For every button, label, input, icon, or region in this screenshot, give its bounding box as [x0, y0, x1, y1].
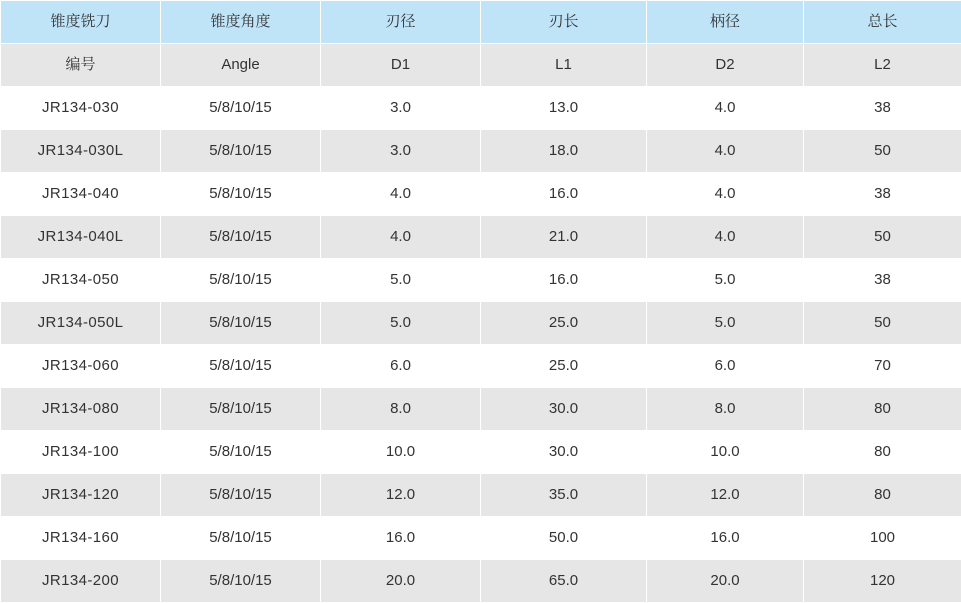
cell-part-number: JR134-120	[1, 474, 161, 517]
cell-l2: 50	[804, 302, 961, 345]
cell-part-number: JR134-050L	[1, 302, 161, 345]
cell-d2: 4.0	[647, 87, 804, 130]
cell-part-number: JR134-040L	[1, 216, 161, 259]
table-row	[1, 130, 961, 173]
cell-part-number: JR134-030L	[1, 130, 161, 173]
cell-d2: 5.0	[647, 302, 804, 345]
cell-l1: 30.0	[481, 431, 647, 474]
cell-angle: 5/8/10/15	[161, 431, 321, 474]
cell-part-number: JR134-050	[1, 259, 161, 302]
cell-angle: 5/8/10/15	[161, 474, 321, 517]
cell-d1: 8.0	[321, 388, 481, 431]
cell-d2: 5.0	[647, 259, 804, 302]
cell-l2: 120	[804, 560, 961, 603]
column-header-4: 柄径	[647, 1, 804, 44]
column-subheader-2: D1	[321, 44, 481, 87]
column-subheader-3: L1	[481, 44, 647, 87]
cell-d1: 4.0	[321, 173, 481, 216]
cell-l1: 30.0	[481, 388, 647, 431]
cell-part-number: JR134-200	[1, 560, 161, 603]
column-subheader-4: D2	[647, 44, 804, 87]
table-row	[1, 87, 961, 130]
cell-l2: 50	[804, 216, 961, 259]
cell-d1: 6.0	[321, 345, 481, 388]
cell-d1: 10.0	[321, 431, 481, 474]
cell-d2: 12.0	[647, 474, 804, 517]
cell-d2: 4.0	[647, 216, 804, 259]
table-row	[1, 517, 961, 560]
cell-d2: 6.0	[647, 345, 804, 388]
cell-d2: 4.0	[647, 173, 804, 216]
cell-l2: 50	[804, 130, 961, 173]
cell-d2: 20.0	[647, 560, 804, 603]
cell-d2: 4.0	[647, 130, 804, 173]
cell-l1: 35.0	[481, 474, 647, 517]
cell-l1: 13.0	[481, 87, 647, 130]
cell-l1: 16.0	[481, 173, 647, 216]
table-row	[1, 345, 961, 388]
cell-d1: 4.0	[321, 216, 481, 259]
cell-d1: 3.0	[321, 87, 481, 130]
cell-part-number: JR134-080	[1, 388, 161, 431]
cell-l1: 21.0	[481, 216, 647, 259]
table-row	[1, 431, 961, 474]
cell-l2: 70	[804, 345, 961, 388]
cell-d1: 20.0	[321, 560, 481, 603]
cell-angle: 5/8/10/15	[161, 560, 321, 603]
cell-angle: 5/8/10/15	[161, 259, 321, 302]
column-header-2: 刃径	[321, 1, 481, 44]
cell-angle: 5/8/10/15	[161, 173, 321, 216]
cell-l2: 80	[804, 431, 961, 474]
cell-d1: 16.0	[321, 517, 481, 560]
cell-l2: 100	[804, 517, 961, 560]
cell-d1: 3.0	[321, 130, 481, 173]
column-header-1: 锥度角度	[161, 1, 321, 44]
cell-d2: 8.0	[647, 388, 804, 431]
cell-l1: 18.0	[481, 130, 647, 173]
column-header-5: 总长	[804, 1, 961, 44]
cell-l1: 25.0	[481, 302, 647, 345]
column-subheader-5: L2	[804, 44, 961, 87]
table-header-row	[1, 1, 961, 44]
cell-angle: 5/8/10/15	[161, 517, 321, 560]
table-row	[1, 216, 961, 259]
cell-d2: 10.0	[647, 431, 804, 474]
cell-l1: 25.0	[481, 345, 647, 388]
cell-l1: 65.0	[481, 560, 647, 603]
table-row	[1, 259, 961, 302]
cell-l2: 38	[804, 87, 961, 130]
table-subheader-row	[1, 44, 961, 87]
cell-angle: 5/8/10/15	[161, 216, 321, 259]
cell-part-number: JR134-060	[1, 345, 161, 388]
cell-angle: 5/8/10/15	[161, 345, 321, 388]
table-row	[1, 560, 961, 603]
cell-l1: 50.0	[481, 517, 647, 560]
cell-d1: 5.0	[321, 259, 481, 302]
cell-angle: 5/8/10/15	[161, 87, 321, 130]
cell-l2: 38	[804, 173, 961, 216]
column-header-3: 刃长	[481, 1, 647, 44]
cell-l2: 80	[804, 388, 961, 431]
cell-l1: 16.0	[481, 259, 647, 302]
column-subheader-1: Angle	[161, 44, 321, 87]
cell-l2: 38	[804, 259, 961, 302]
column-subheader-0: 编号	[1, 44, 161, 87]
cell-angle: 5/8/10/15	[161, 130, 321, 173]
table-row	[1, 474, 961, 517]
cell-part-number: JR134-040	[1, 173, 161, 216]
cell-part-number: JR134-160	[1, 517, 161, 560]
cell-part-number: JR134-030	[1, 87, 161, 130]
cell-angle: 5/8/10/15	[161, 302, 321, 345]
cell-d1: 12.0	[321, 474, 481, 517]
cell-d2: 16.0	[647, 517, 804, 560]
cell-d1: 5.0	[321, 302, 481, 345]
cell-angle: 5/8/10/15	[161, 388, 321, 431]
table-row	[1, 388, 961, 431]
cell-part-number: JR134-100	[1, 431, 161, 474]
table-row	[1, 173, 961, 216]
cell-l2: 80	[804, 474, 961, 517]
column-header-0: 锥度铣刀	[1, 1, 161, 44]
table-row	[1, 302, 961, 345]
